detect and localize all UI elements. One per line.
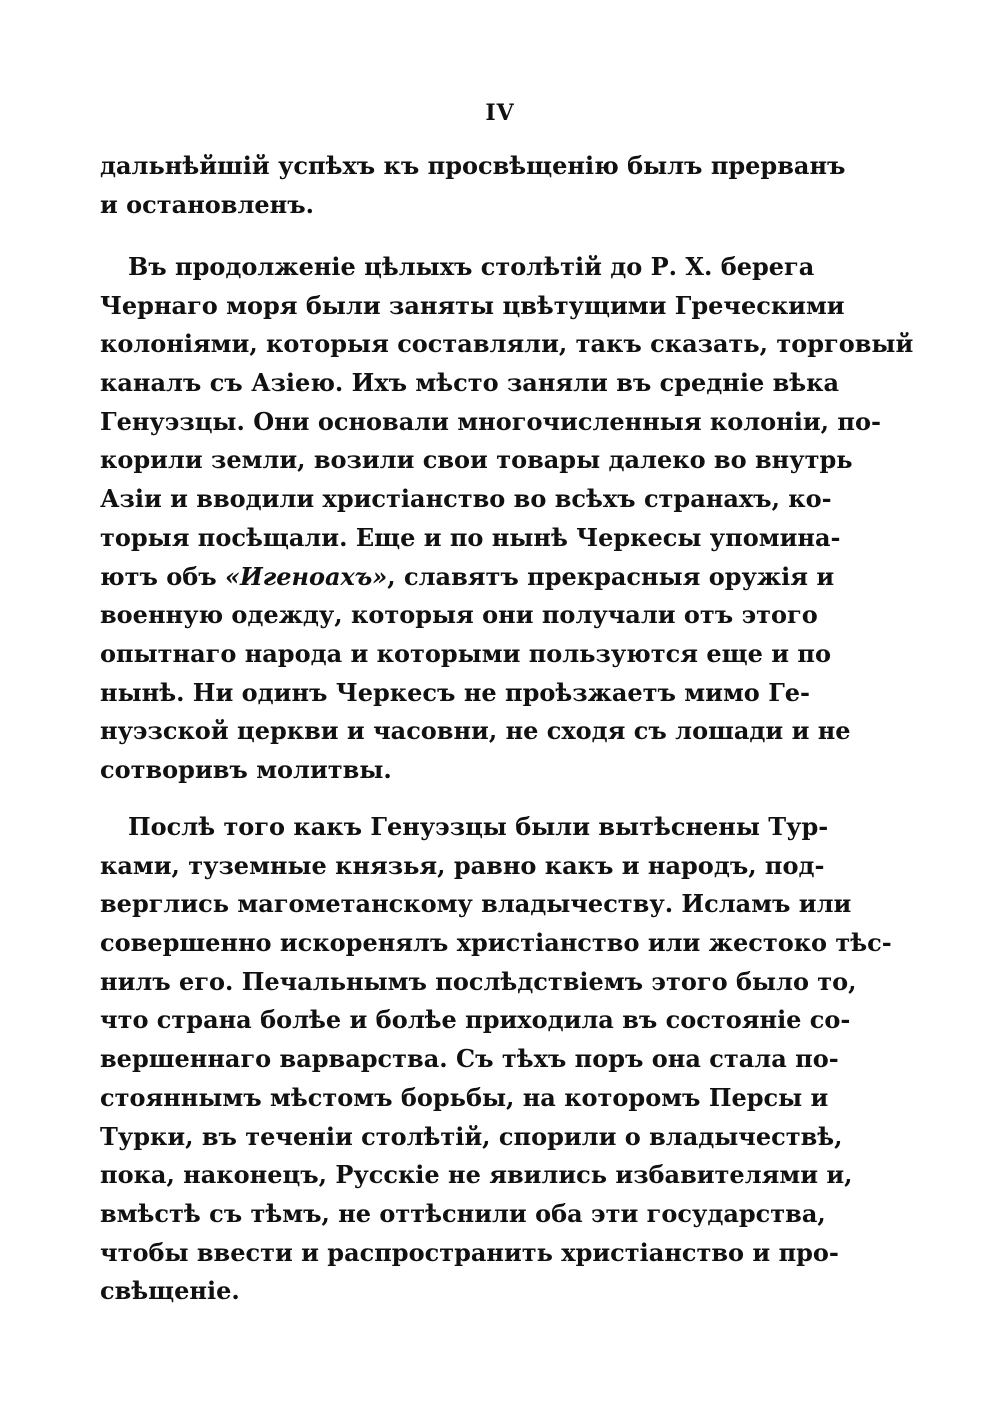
text-line: Въ продолженіе цѣлыхъ столѣтій до Р. Х. берега [128,252,815,281]
text-line: пока, наконецъ, Русскіе не явились избавителями и, [100,1160,853,1190]
text-line: и остановленъ. [100,189,314,219]
text-line: каналъ съ Азіею. Ихъ мѣсто заняли въ средніе вѣка [100,368,840,398]
text-line: совершенно искоренялъ христіанство или жестоко тѣс- [100,928,892,958]
text-line: стояннымъ мѣстомъ борьбы, на которомъ Персы и [100,1082,829,1112]
text-line: корили земли, возили свои товары далеко во внутрь [100,445,853,475]
text-line: Турки, въ теченіи столѣтій, спорили о владычествѣ, [100,1121,843,1151]
paragraph-3 [100,808,892,1311]
paragraph-2 [100,248,914,790]
text-line: опытнаго народа и которыми пользуются еще и по [100,638,831,668]
text-line: нуэзской церкви и часовни, не сходя съ лошади и не [100,716,851,746]
text-line: дальнѣйшій успѣхъ къ просвѣщенію былъ прерванъ [100,151,846,180]
page-number: IV [485,100,515,126]
text-line: Азіи и вводили христіанство во всѣхъ странахъ, ко- [100,484,832,514]
text-line: что страна болѣе и болѣе приходила въ состояніе со- [100,1005,851,1035]
paragraph-1 [100,147,846,224]
text-line: чтобы ввести и распространить христіанство и про- [100,1237,839,1267]
text-line: военную одежду, которыя они получали отъ этого [100,600,818,630]
text-line: колоніями, которыя составляли, такъ сказать, торговый [100,329,914,359]
text-line: свѣщеніе. [100,1276,240,1306]
text-line: ками, туземные князья, равно какъ и народъ, под- [100,850,825,880]
text-line: вершеннаго варварства. Съ тѣхъ поръ она стала по- [100,1044,839,1074]
text-line: Послѣ того какъ Генуэзцы были вытѣснены Тур- [128,812,829,841]
text-line-with-italic [100,558,835,597]
text-line: торыя посѣщали. Еще и по нынѣ Черкесы упомина- [100,522,841,552]
italic-term: «Игеноахъ» [225,561,388,591]
text-line: нилъ его. Печальнымъ послѣдствіемъ этого было то, [100,966,857,996]
text-line: сотворивъ молитвы. [100,754,392,784]
text-line: вмѣстѣ съ тѣмъ, не оттѣснили оба эти государства, [100,1198,826,1228]
text-line: Генуэзцы. Они основали многочисленныя колоніи, по- [100,406,881,436]
text-line: нынѣ. Ни одинъ Черкесъ не проѣзжаетъ мимо Ге- [100,677,810,707]
text-line: верглись магометанскому владычеству. Исламъ или [100,889,852,919]
text-fragment: ютъ объ [100,561,226,591]
text-line: Чернаго моря были заняты цвѣтущими Греческими [100,290,845,320]
text-fragment: , славятъ прекрасныя оружія и [387,561,835,591]
